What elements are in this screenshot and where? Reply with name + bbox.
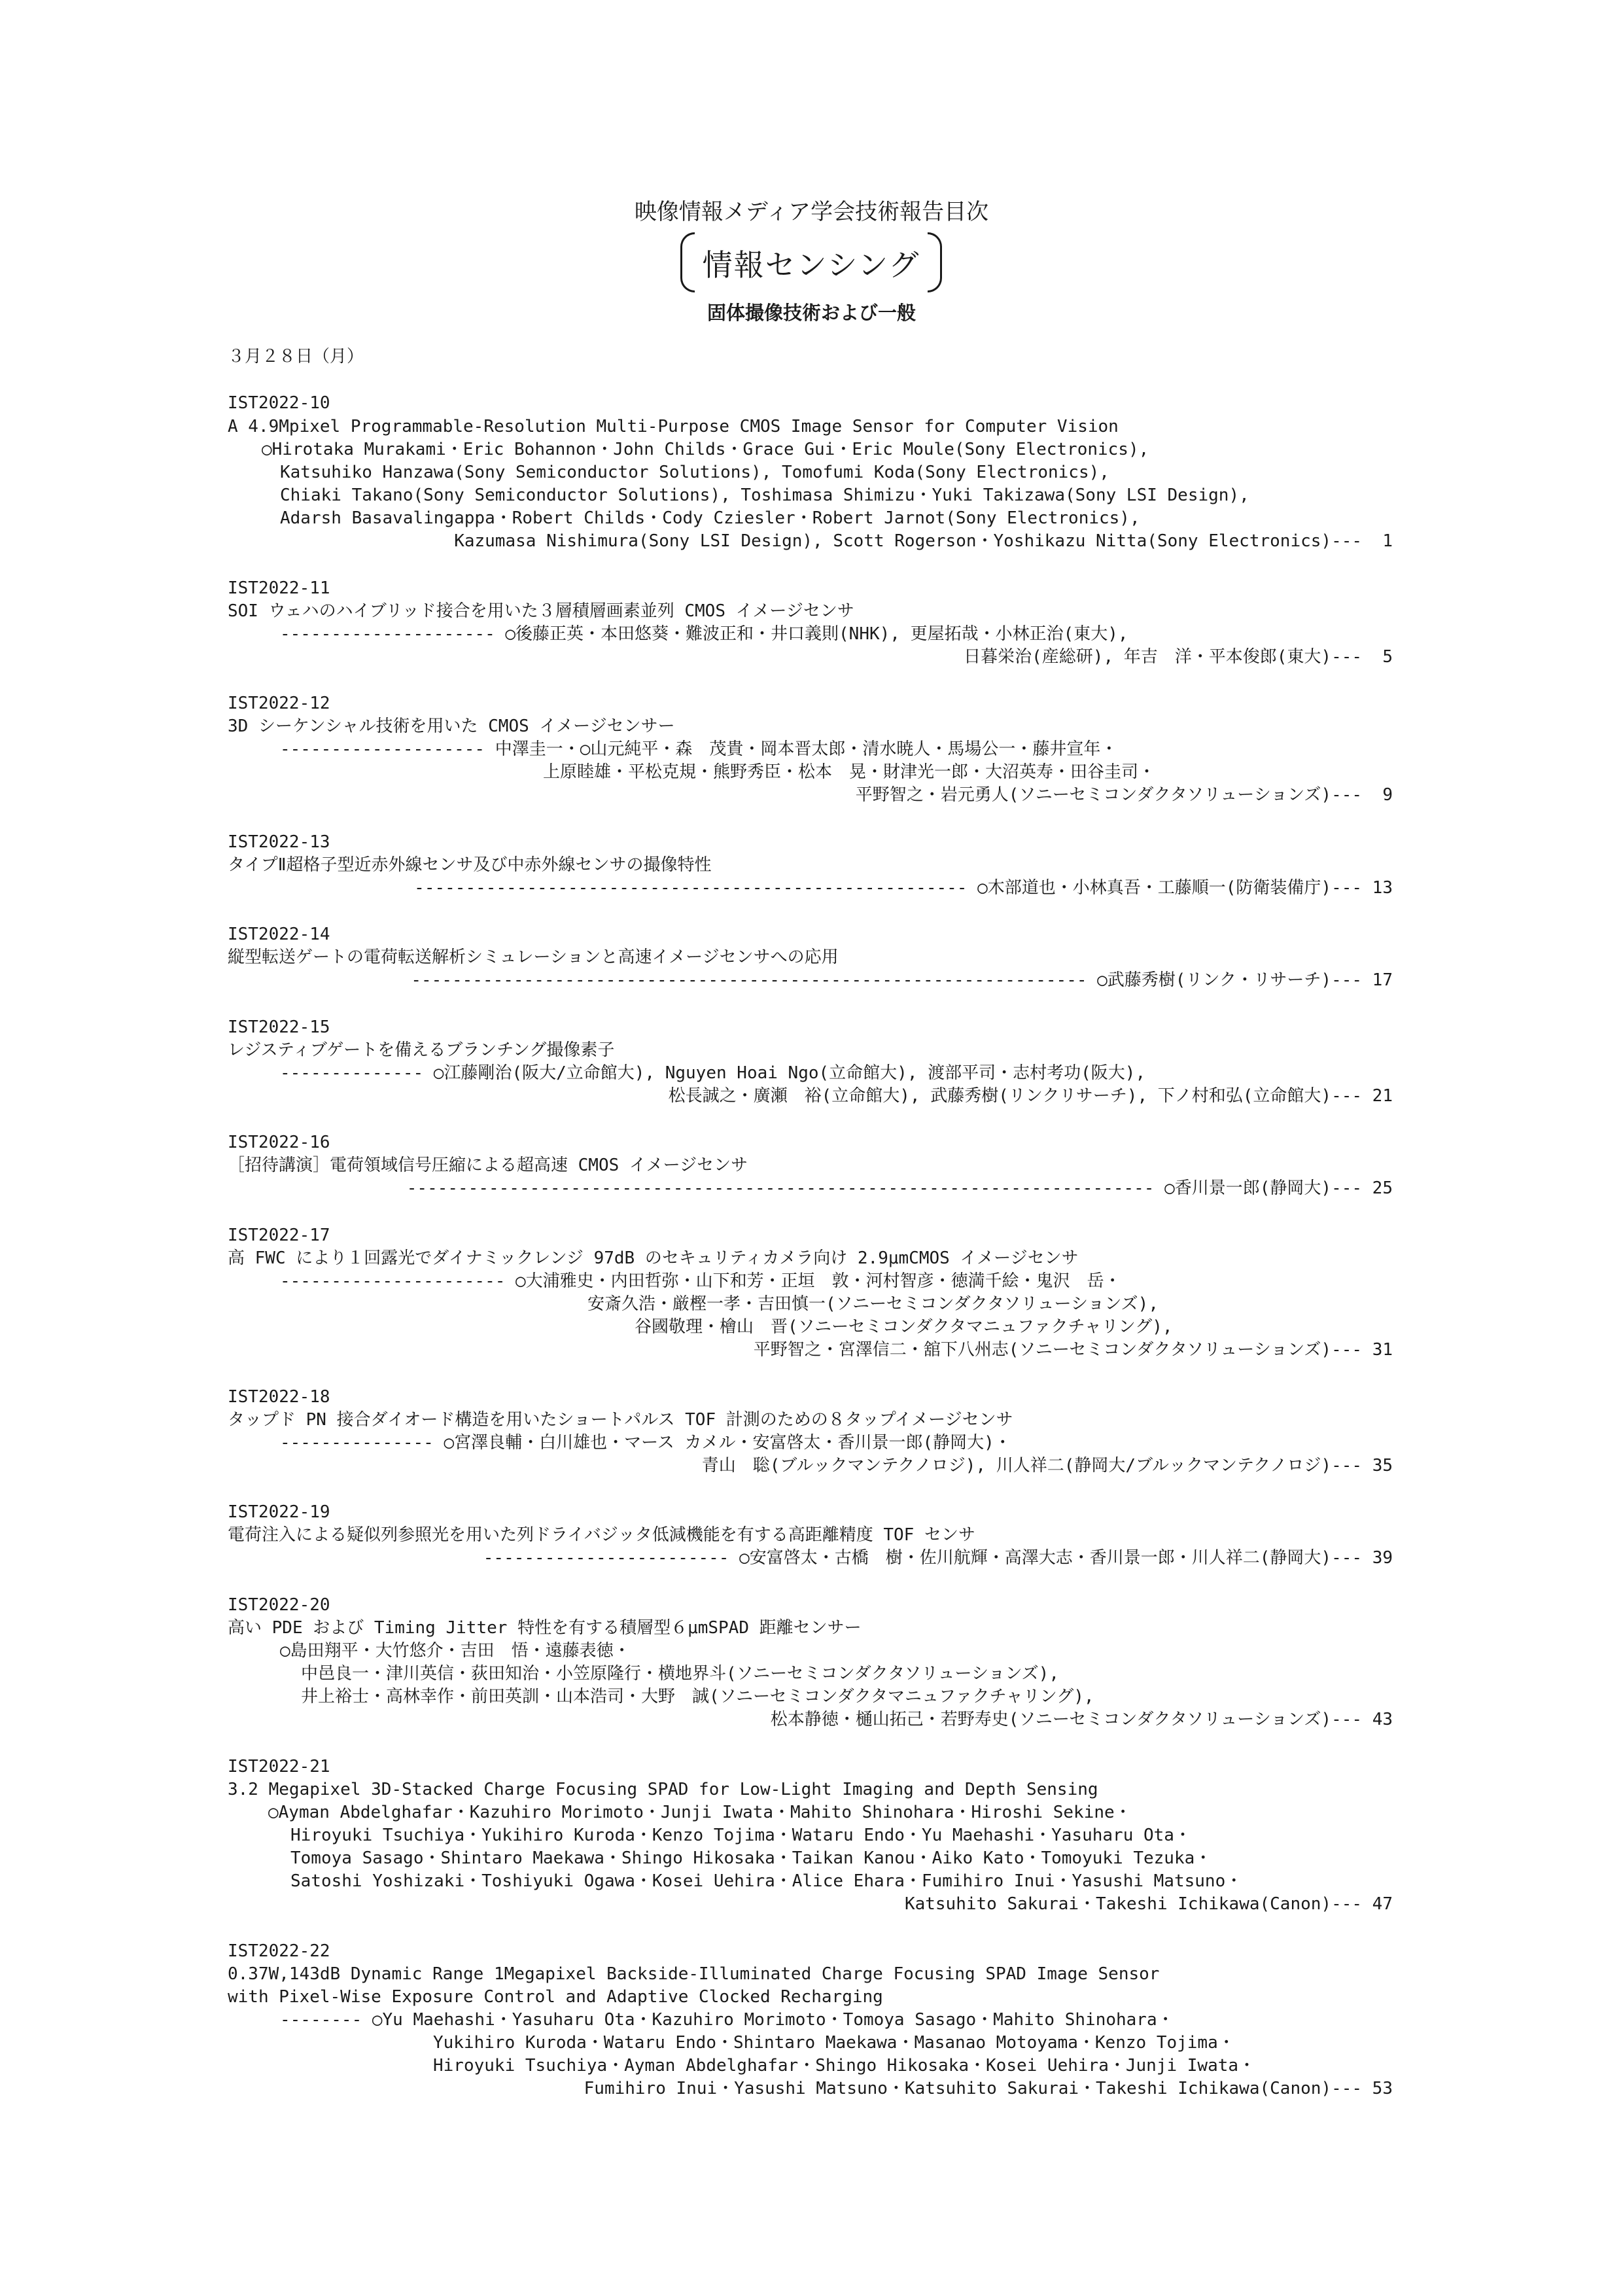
entry-authors-page: Katsuhito Sakurai・Takeshi Ichikawa(Canon)--- 47 — [904, 1894, 1393, 1914]
entry-title: A 4.9Mpixel Programmable-Resolution Multi-Purpose CMOS Image Sensor for Computer Vision — [228, 417, 1119, 436]
entry-authors: Yukihiro Kuroda・Wataru Endo・Shintaro Maekawa・Masanao Motoyama・Kenzo Tojima・ — [433, 2033, 1235, 2053]
entry-authors: --------------------- ○後藤正英・本田悠葵・難波正和・井口義則(NHK), 更屋拓哉・小林正治(東大), — [280, 624, 1128, 644]
entry-title: 高い PDE および Timing Jitter 特性を有する積層型６μmSPAD 距離センサー — [228, 1618, 862, 1638]
entry-authors: ○Ayman Abdelghafar・Kazuhiro Morimoto・Junji Iwata・Mahito Shinohara・Hiroshi Sekine・ — [268, 1803, 1132, 1822]
entry-title: 3.2 Megapixel 3D-Stacked Charge Focusing SPAD for Low-Light Imaging and Depth Sensing — [228, 1780, 1098, 1799]
entry-title: with Pixel-Wise Exposure Control and Adaptive Clocked Recharging — [228, 1987, 883, 2007]
entry-authors: 安斎久浩・厳樫一孝・吉田慎一(ソニーセミコンダクタソリューションズ), — [587, 1294, 1159, 1314]
entry-authors-page: 青山 聡(ブルックマンテクノロジ), 川人祥二(静岡大/ブルックマンテクノロジ)--- 35 — [701, 1456, 1393, 1475]
session-subtitle: 固体撮像技術および一般 — [707, 302, 916, 324]
entry-title: タップド PN 接合ダイオード構造を用いたショートパルス TOF 計測のための８タップイメージセンサ — [228, 1410, 1013, 1430]
entry-id: IST2022-16 — [228, 1133, 330, 1152]
entry-id: IST2022-14 — [228, 925, 330, 944]
entry-authors: Tomoya Sasago・Shintaro Maekawa・Shingo Hikosaka・Taikan Kanou・Aiko Kato・Tomoyuki Tezuka・ — [290, 1848, 1212, 1868]
entry-id: IST2022-19 — [228, 1502, 330, 1522]
entry-authors-page: 日暮栄治(産総研), 年吉 洋・平本俊郎(東大)--- 5 — [964, 647, 1393, 667]
entry-id: IST2022-18 — [228, 1387, 330, 1407]
entry-authors: -------- ○Yu Maehashi・Yasuharu Ota・Kazuhiro Morimoto・Tomoya Sasago・Mahito Shinohara・ — [280, 2010, 1174, 2030]
entry-id: IST2022-11 — [228, 578, 330, 598]
entry-authors-page: 松長誠之・廣瀬 裕(立命館大), 武藤秀樹(リンクリサーチ), 下ノ村和弘(立命館大)--- 21 — [668, 1086, 1393, 1106]
session-date: ３月２８日（月） — [228, 347, 364, 366]
entry-authors: 中邑良一・津川英信・荻田知治・小笠原隆行・横地界斗(ソニーセミコンダクタソリューションズ), — [301, 1664, 1059, 1684]
entry-authors: Adarsh Basavalingappa・Robert Childs・Cody Cziesler・Robert Jarnot(Sony Electronics), — [280, 508, 1140, 528]
entry-id: IST2022-20 — [228, 1595, 330, 1615]
entry-authors-page: ------------------------------------------------------ ○木部道也・小林真吾・工藤順一(防衛装備庁)--- 13 — [414, 878, 1393, 898]
entry-authors: 谷國敬理・檜山 晋(ソニーセミコンダクタマニュファクチャリング), — [635, 1317, 1173, 1337]
entry-title: 縦型転送ゲートの電荷転送解析シミュレーションと高速イメージセンサへの応用 — [228, 947, 839, 967]
entry-title: 0.37W,143dB Dynamic Range 1Megapixel Backside-Illuminated Charge Focusing SPAD Image Sensor — [228, 1964, 1160, 1984]
entry-title: ［招待講演］電荷領域信号圧縮による超高速 CMOS イメージセンサ — [228, 1156, 748, 1175]
entry-authors: Satoshi Yoshizaki・Toshiyuki Ogawa・Kosei Uehira・Alice Ehara・Fumihiro Inui・Yasushi Matsuno・ — [290, 1871, 1243, 1891]
entry-id: IST2022-12 — [228, 694, 330, 713]
entry-title: SOI ウェハのハイブリッド接合を用いた３層積層画素並列 CMOS イメージセンサ — [228, 601, 854, 621]
entry-authors: Hiroyuki Tsuchiya・Ayman Abdelghafar・Shingo Hikosaka・Kosei Uehira・Junji Iwata・ — [433, 2056, 1256, 2075]
right-bracket — [928, 232, 942, 292]
report-title: 映像情報メディア学会技術報告目次 — [634, 199, 989, 225]
entry-authors: -------------------- 中澤圭一・○山元純平・森 茂貴・岡本晋太郎・清水暁人・馬場公一・藤井宣年・ — [280, 739, 1118, 759]
entry-authors: -------------- ○江藤剛治(阪大/立命館大), Nguyen Hoai Ngo(立命館大), 渡部平司・志村考功(阪大), — [280, 1063, 1146, 1083]
entry-authors: ---------------------- ○大浦雅史・内田哲弥・山下和芳・正垣 敦・河村智彦・徳満千絵・鬼沢 岳・ — [280, 1271, 1121, 1291]
entry-authors: ○島田翔平・大竹悠介・吉田 悟・遠藤表徳・ — [280, 1641, 631, 1661]
subject-title: 情報センシング — [702, 247, 920, 283]
entry-authors: 井上裕士・高林幸作・前田英訓・山本浩司・大野 誠(ソニーセミコンダクタマニュファクチャリング), — [301, 1687, 1094, 1706]
entry-authors-page: 平野智之・岩元勇人(ソニーセミコンダクタソリューションズ)--- 9 — [855, 785, 1393, 805]
entry-authors: Chiaki Takano(Sony Semiconductor Solutions), Toshimasa Shimizu・Yuki Takizawa(Sony LSI Design), — [280, 486, 1249, 505]
entry-id: IST2022-10 — [228, 393, 330, 413]
entry-authors: 上原睦雄・平松克規・熊野秀臣・松本 晃・財津光一郎・大沼英寿・田谷圭司・ — [543, 762, 1156, 782]
entry-id: IST2022-17 — [228, 1226, 330, 1245]
entry-id: IST2022-21 — [228, 1757, 330, 1776]
entry-title: 高 FWC により１回露光でダイナミックレンジ 97dB のセキュリティカメラ向け 2.9μmCMOS イメージセンサ — [228, 1248, 1079, 1268]
entry-title: レジスティブゲートを備えるブランチング撮像素子 — [228, 1040, 615, 1060]
entry-title: 3D シーケンシャル技術を用いた CMOS イメージセンサー — [228, 716, 675, 736]
entry-id: IST2022-13 — [228, 832, 330, 852]
entry-authors-page: 松本静徳・樋山拓己・若野寿史(ソニーセミコンダクタソリューションズ)--- 43 — [770, 1710, 1393, 1729]
left-bracket — [680, 232, 695, 292]
entry-authors-page: 平野智之・宮澤信二・舘下八州志(ソニーセミコンダクタソリューションズ)--- 31 — [753, 1340, 1393, 1360]
entry-authors: Katsuhiko Hanzawa(Sony Semiconductor Solutions), Tomofumi Koda(Sony Electronics), — [280, 463, 1109, 482]
entry-authors: --------------- ○宮澤良輔・白川雄也・マース カメル・安富啓太・香川景一郎(静岡大)・ — [280, 1433, 1011, 1453]
entry-authors-page: Kazumasa Nishimura(Sony LSI Design), Scott Rogerson・Yoshikazu Nitta(Sony Electronics)--- 1 — [454, 531, 1393, 551]
entry-authors-page: Fumihiro Inui・Yasushi Matsuno・Katsuhito Sakurai・Takeshi Ichikawa(Canon)--- 53 — [584, 2079, 1393, 2098]
entry-id: IST2022-22 — [228, 1941, 330, 1961]
subject-box — [680, 232, 942, 295]
entry-title: 電荷注入による疑似列参照光を用いた列ドライバジッタ低減機能を有する高距離精度 TOF センサ — [228, 1525, 975, 1545]
entry-title: タイプⅡ超格子型近赤外線センサ及び中赤外線センサの撮像特性 — [228, 855, 712, 875]
entry-authors-page: ------------------------ ○安富啓太・古橋 樹・佐川航輝・高澤大志・香川景一郎・川人祥二(静岡大)--- 39 — [483, 1548, 1393, 1568]
entry-authors-page: ------------------------------------------------------------------------- ○香川景一郎(静岡大)--- 25 — [406, 1178, 1393, 1198]
entry-id: IST2022-15 — [228, 1017, 330, 1037]
entry-authors: ○Hirotaka Murakami・Eric Bohannon・John Childs・Grace Gui・Eric Moule(Sony Electronics), — [262, 440, 1149, 459]
entry-authors: Hiroyuki Tsuchiya・Yukihiro Kuroda・Kenzo Tojima・Wataru Endo・Yu Maehashi・Yasuharu Ota・ — [290, 1826, 1191, 1845]
entry-authors-page: ------------------------------------------------------------------ ○武藤秀樹(リンク・リサーチ)--- 17 — [411, 970, 1393, 990]
